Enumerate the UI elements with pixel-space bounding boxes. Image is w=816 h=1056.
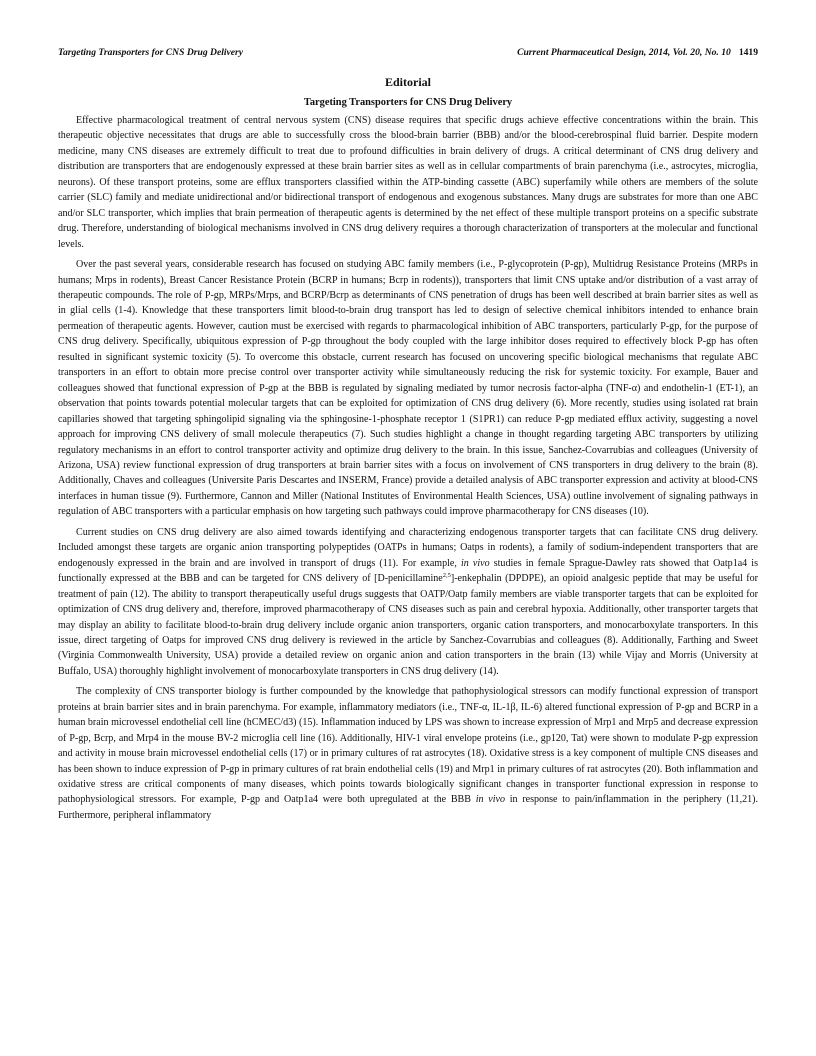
paragraph-3-italic: in vivo bbox=[461, 557, 490, 569]
article-title: Targeting Transporters for CNS Drug Delivery bbox=[303, 97, 513, 108]
paragraph-4-part-a: The complexity of CNS transporter biology is further compounded by the knowledge that pathophysiological stressors can modify functional expression of transport proteins at brain barrier sites and in brain parenchyma. For example, inflammatory mediators (i.e., TNF-α, IL-1β, IL-6) altered functional expression of P-gp and BCRP in a human brain microvessel endothelial cell line (hCMEC/d3) (15). Inflammation induced by LPS was shown to increase expression of Mrp1 and Mrp5 and decrease expression of P-gp, Bcrp, and Mrp4 in the mouse BV-2 microglia cell line (16). Additionally, HIV-1 viral envelope proteins (i.e., gp120, Tat) were shown to modulate P-gp expression and activity in mouse brain microvessel endothelial cells (17) or in primary cultures of rat astrocytes (18). Oxidative stress is a key component of multiple CNS diseases and has been shown to induce expression of P-gp in primary cultures of rat brain endothelial cells (19) and Mrp1 in primary cultures of rat astrocytes (20). Both inflammation and oxidative stress are critical components of many diseases, which points towards biologically significant changes in transporter functional expression in response to pathophysiological stressors. For example, P-gp and Oatp1a4 were both upregulated at the BBB bbox=[58, 686, 758, 806]
paragraph-2: Over the past several years, considerable research has focused on studying ABC family members (i.e., P-glycoprotein (P-gp), Multidrug Resistance Proteins (MRPs in humans; Mrps in rodents), Breast Cancer Resistance Protein (BCRP in humans; Bcrp in rodents)), transporters that limit CNS uptake and/or distribution of a vast array of therapeutic compounds. The role of P-gp, MRPs/Mrps, and BCRP/Bcrp as determinants of CNS penetration of drugs has been well described at brain barrier sites as well as in glial cells (1-4). Knowledge that these transporters limit blood-to-brain drug transport has led to design of selective chemical inhibitors intended to enhance brain permeation of therapeutic agents. However, caution must be exercised with regards to pharmacological inhibition of ABC transporters, particularly P-gp, for the purpose of CNS drug delivery. Specifically, ubiquitous expression of P-gp throughout the body coupled with the large inhibitor doses required to effectively block P-gp has often resulted in significant systemic toxicity (5). To overcome this obstacle, current research has focused on uncovering specific biological mechanisms that regulate ABC transporters in an effort to obtain more precise control over transporter activity while simultaneously reducing the risk for systemic toxicity. For example, Bauer and colleagues showed that functional expression of P-gp at the BBB is regulated by signaling mediated by tumor necrosis factor-alpha (TNF-α) and endothelin-1 (ET-1), an observation that points towards potential molecular targets that can be exploited for optimization of CNS drug delivery (6). More recently, studies using isolated rat brain capillaries showed that targeting sphingolipid signaling via the sphingosine-1-phosphate receptor 1 (S1PR1) can reduce P-gp mediated efflux activity, suggesting a novel approach for improving CNS delivery of small molecule therapeutics (7). Such studies highlight a change in thought regarding targeting ABC transporters by utilizing regulatory mechanisms in an effort to control transporter activity and optimize drug delivery to the brain. In this issue, Sanchez-Covarrubias and colleagues (University of Arizona, USA) review functional expression of drug transporters at brain barrier sites with a focus on involvement of CNS transporters in drug delivery to the brain (8). Additionally, Chaves and colleagues (Universite Paris Descartes and INSERM, France) provide a detailed analysis of ABC transporter expression and activity at blood-CNS interfaces in human tissue (9). Furthermore, Cannon and Miller (National Institutes of Environmental Health Sciences, USA) outline involvement of signaling pathways in regulation of ABC transporters with a particular emphasis on how targeting such pathways could improve pharmacotherapy for CNS diseases (10). bbox=[58, 259, 758, 518]
page-number: 1419 bbox=[738, 47, 758, 58]
paragraph-1: Effective pharmacological treatment of central nervous system (CNS) disease requires that specific drugs achieve effective concentrations within the brain. This therapeutic objective necessitates that drugs are able to successfully cross the blood-brain barrier (BBB) and/or the blood-cerebrospinal fluid barrier. Despite modern medicine, many CNS diseases are extremely difficult to treat due to profound difficulties in brain delivery of drugs. A critical determinant of CNS drug delivery and distribution are transporters that are endogenously expressed at these brain barrier sites as well as in cellular compartments of brain parenchyma (i.e., astrocytes, microglia, neurons). Of these transport proteins, some are efflux transporters classified within the ATP-binding cassette (ABC) superfamily while others are members of the solute carrier (SLC) family and mediate unidirectional and/or bidirectional transport of endogenous and exogenous substances. Many drugs are substrates for more than one ABC and/or SLC transporter, which implies that brain permeation of therapeutic agents is determined by the net effect of these multiple transport proteins on a specific substrate drug. Therefore, understanding of biological mechanisms involved in CNS drug delivery requires a thorough characterization of transporters at the molecular and functional levels. bbox=[58, 115, 758, 250]
paragraph-3-part-a: Current studies on CNS drug delivery are also aimed towards identifying and characterizing endogenous transporter targets that can facilitate CNS drug delivery. Included amongst these targets are organic anion transporting polypeptides (OATPs in humans; Oatps in rodents), a family of sodium-independent transporters that are endogenously expressed in the brain and are involved in transport of drugs (11). For example, bbox=[58, 526, 758, 569]
journal-name: Current Pharmaceutical Design, 2014, Vol. 20, No. 10 bbox=[517, 47, 731, 58]
running-title: Targeting Transporters for CNS Drug Delivery bbox=[58, 47, 244, 58]
article-body bbox=[58, 113, 758, 828]
paragraph-4 bbox=[58, 684, 758, 823]
journal-citation bbox=[517, 47, 758, 58]
paragraph-4-part-b: in response to pain/inflammation in the periphery (11,21). Furthermore, peripheral inflammatory bbox=[58, 794, 758, 821]
paragraph-4-italic: in vivo bbox=[475, 794, 506, 806]
paragraph-3-part-b: studies in female Sprague-Dawley rats showed that Oatp1a4 is functionally expressed at the BBB and can be targeted for CNS delivery of [D-penicillamine bbox=[58, 557, 758, 585]
paragraph-3-part-c: ]-enkephalin (DPDPE), an opioid analgesic peptide that may be useful for treatment of pain (12). The ability to transport therapeutically useful drugs suggests that OATP/Oatp family members are viable transporter targets that can be exploited for optimization of CNS drug delivery and, therefore, improved pharmacotherapy of CNS diseases such as pain and cerebral hypoxia. Additionally, other transporter targets that may display an ability to facilitate blood-to-brain drug delivery include organic anion transporters, organic cation transporters, and monocarboxylate transporters. In this issue, direct targeting of Oatps for improved CNS drug delivery is reviewed in the article by Sanchez-Covarrubias and colleagues (8). Additionally, Farthing and Sweet (Virginia Commonwealth University, USA) provide a detailed review on organic anion and cation transporters in the brain (13) while Vijay and Morris (University at Buffalo, USA) thoroughly highlight involvement of monocarboxylate transporters in CNS drug delivery (14). bbox=[58, 573, 758, 677]
paragraph-3 bbox=[58, 525, 758, 680]
running-header bbox=[58, 47, 758, 61]
paragraph-3-superscript: 2,5 bbox=[442, 572, 451, 580]
section-label: Editorial bbox=[384, 75, 431, 89]
